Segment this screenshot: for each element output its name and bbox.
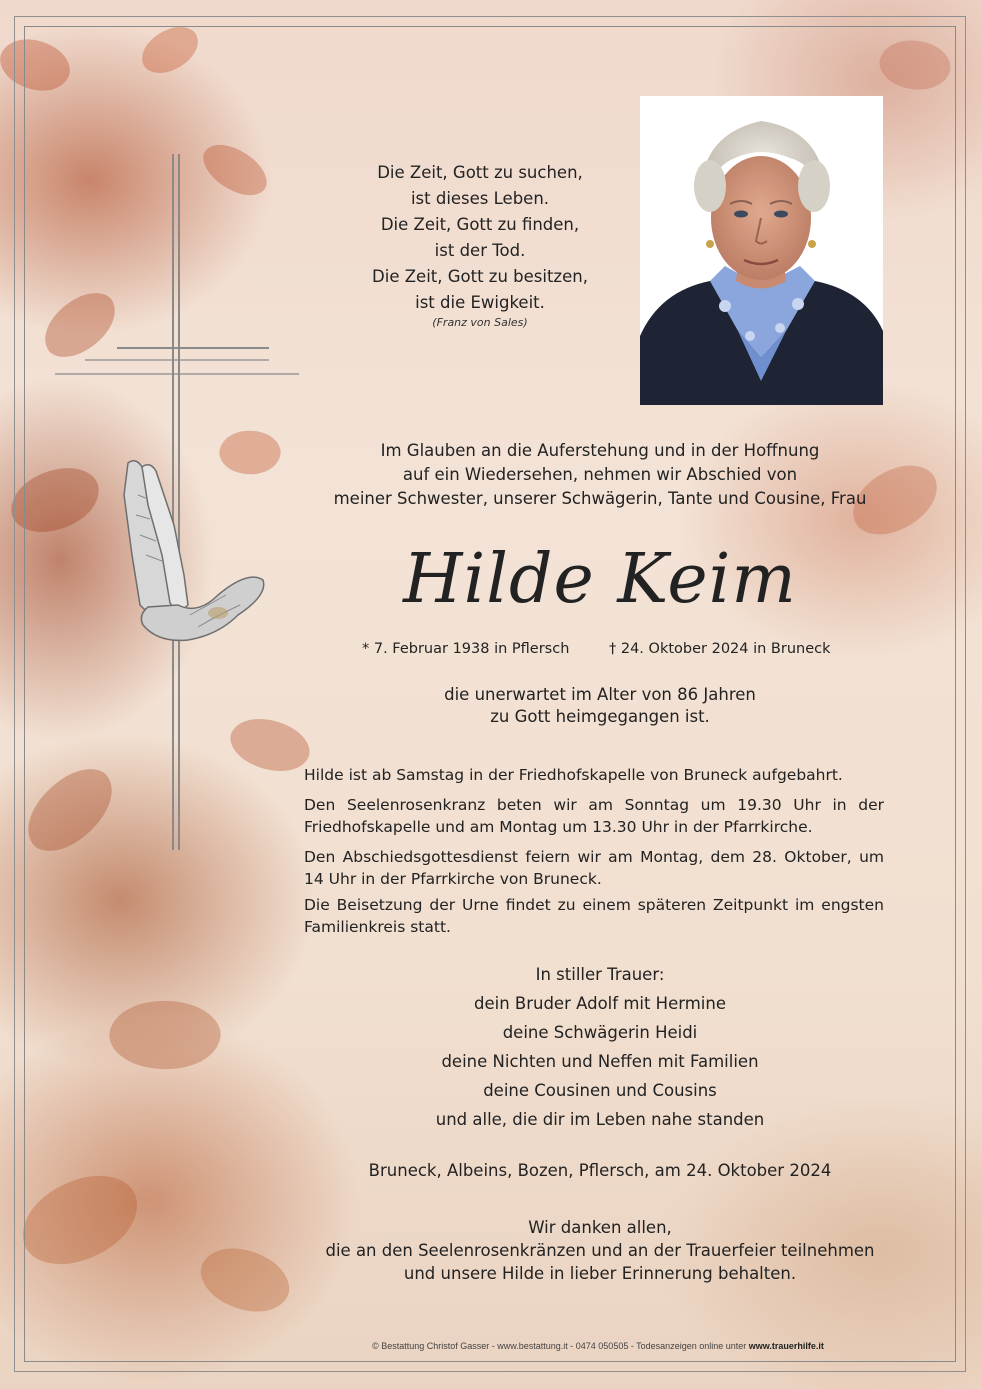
paragraph-rosary: Den Seelenrosenkranz beten wir am Sonntag um 19.30 Uhr in der Friedhofskapelle und am Montag um 13.30 Uhr in der Pfarrkirche. (304, 796, 884, 836)
poem-line: Die Zeit, Gott zu besitzen, (372, 267, 588, 286)
age-text (300, 684, 900, 728)
footer-link[interactable]: www.trauerhilfe.it (748, 1341, 824, 1351)
mourner-line: und alle, die dir im Leben nahe standen (435, 1110, 765, 1129)
intro-line: Im Glauben an die Auferstehung und in der Hoffnung (380, 441, 820, 460)
age-line: die unerwartet im Alter von 86 Jahren (444, 685, 756, 704)
footer-text: © Bestattung Christof Gasser - www.bestattung.it - 0474 050505 - Todesanzeigen online unter (372, 1341, 749, 1351)
thanks-line: Wir danken allen, (528, 1218, 672, 1237)
praying-hands-icon (118, 455, 268, 645)
mourner-line: deine Schwägerin Heidi (502, 1023, 698, 1042)
thanks-line: und unsere Hilde in lieber Erinnerung behalten. (403, 1264, 797, 1283)
mourner-line: deine Nichten und Neffen mit Familien (441, 1052, 759, 1071)
portrait-illustration (640, 96, 883, 405)
footer (318, 1341, 878, 1351)
poem-author: (Franz von Sales) (432, 316, 528, 329)
paragraph-wake: Hilde ist ab Samstag in der Friedhofskapelle von Bruneck aufgebahrt. (304, 766, 843, 784)
birth-date: * 7. Februar 1938 in Pflersch (362, 641, 570, 657)
portrait-photo (640, 96, 883, 405)
mourner-line: dein Bruder Adolf mit Hermine (473, 994, 727, 1013)
intro-text (300, 439, 900, 511)
poem-line: ist dieses Leben. (410, 189, 550, 208)
thanks-text (300, 1216, 900, 1285)
age-line: zu Gott heimgegangen ist. (490, 707, 710, 726)
mourners-heading: In stiller Trauer: (535, 965, 665, 984)
place-date: Bruneck, Albeins, Bozen, Pflersch, am 24. Oktober 2024 (368, 1161, 832, 1180)
intro-line: auf ein Wiedersehen, nehmen wir Abschied von (402, 465, 798, 484)
intro-line: meiner Schwester, unserer Schwägerin, Tante und Cousine, Frau (333, 489, 867, 508)
thanks-line: die an den Seelenrosenkränzen und an der Trauerfeier teilnehmen (325, 1241, 875, 1260)
poem-line: Die Zeit, Gott zu suchen, (377, 163, 583, 182)
death-date: † 24. Oktober 2024 in Bruneck (609, 641, 831, 657)
paragraph-funeral-mass: Den Abschiedsgottesdienst feiern wir am Montag, dem 28. Oktober, um 14 Uhr in der Pfarrkirche von Bruneck. (304, 848, 884, 888)
deceased-name: Hilde Keim (403, 540, 797, 619)
poem-line: ist der Tod. (434, 241, 526, 260)
paragraph-burial: Die Beisetzung der Urne findet zu einem späteren Zeitpunkt im engsten Familienkreis statt. (304, 896, 884, 936)
poem-line: Die Zeit, Gott zu finden, (380, 215, 580, 234)
mourner-line: deine Cousinen und Cousins (483, 1081, 717, 1100)
poem (330, 160, 630, 316)
poem-line: ist die Ewigkeit. (415, 293, 545, 312)
